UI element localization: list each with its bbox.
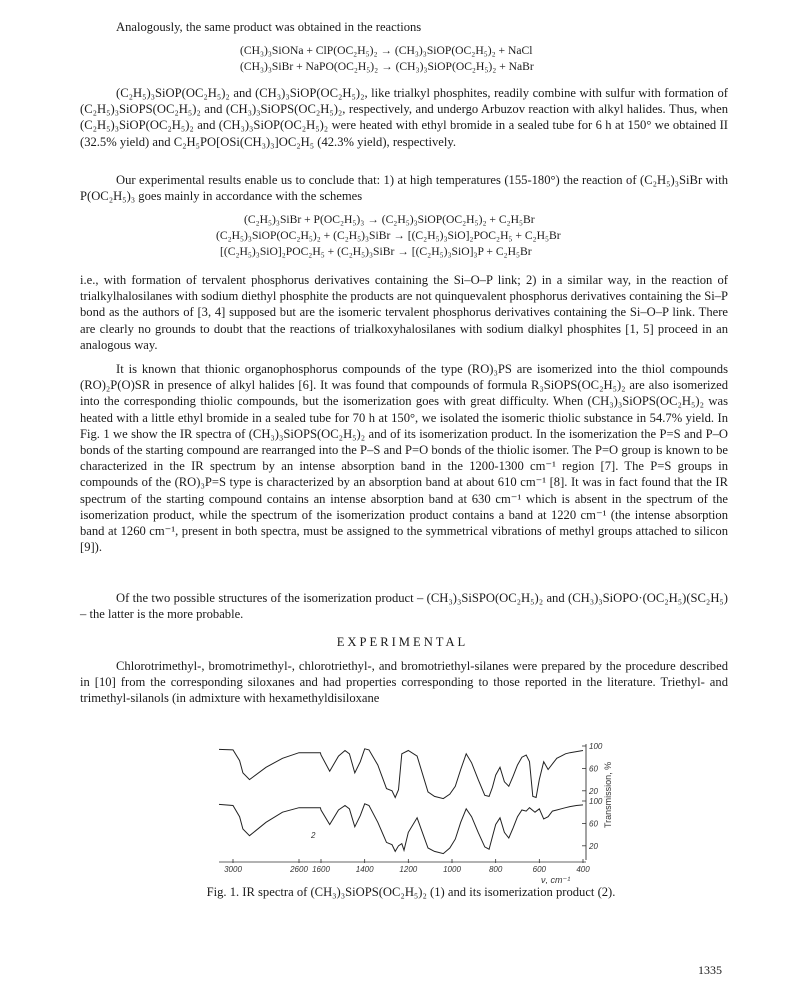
section-heading: EXPERIMENTAL: [336, 635, 469, 649]
x-tick-label: 1400: [355, 865, 374, 874]
y-tick-label: 20: [589, 786, 598, 796]
x-tick-label: 1200: [399, 865, 418, 874]
y-tick-label: 60: [589, 764, 598, 774]
paragraph: Our experimental results enable us to conclude that: 1) at high temperatures (155-180°) the reaction of (C₂H₅)₃SiBr with P(OC₂H₅)₃ goes mainly in accordance with the schemes: [80, 173, 728, 204]
x-tick-label: 2600: [290, 865, 308, 874]
equation: (CH₃)₃SiONa + ClP(OC₂H₅)₂ → (CH₃)₃SiOP(OC₂H₅)₂ + NaCl: [240, 44, 533, 57]
x-tick-label: 1000: [443, 865, 461, 874]
page-number: 1335: [698, 963, 722, 977]
ir-spectrum-chart: [205, 738, 625, 884]
paragraph: Of the two possible structures of the isomerization product – (CH₃)₃SiSPO(OC₂H₅)₂ and (CH₃)₃SiOPO·(OC₂H₅)(SC₂H₅) – the latter is the more probable.: [80, 591, 728, 622]
x-tick-label: 400: [576, 865, 590, 874]
paragraph: Chlorotrimethyl-, bromotrimethyl-, chlorotriethyl-, and bromotriethyl-silanes were prepared by the procedure described in [10] from the corresponding siloxanes and had properties corresponding to those reported in the literature. Triethyl- and trimethyl-silanols (in admixture with hexamethyldisiloxane: [80, 659, 728, 706]
intro-text: Analogously, the same product was obtained in the reactions: [116, 20, 422, 34]
equation: (C₂H₅)₃SiBr + P(OC₂H₅)₃ → (C₂H₅)₃SiOP(OC₂H₅)₂ + C₂H₅Br: [244, 213, 535, 226]
curve-label: 2: [311, 831, 316, 840]
paragraph: i.e., with formation of tervalent phosphorus derivatives containing the Si–O–P link; 2) in a similar way, in the reaction of trialkylhalosilanes with sodium diethyl phosphite the products are not quinquevalent phosphorus derivatives containing the Si–P bond as the authors of [3, 4] supposed but are the isomeric tervalent phosphorus derivatives containing the Si–O–P link. There are clearly no grounds to doubt that the reactions of trialkoxyhalosilanes with sodium dialkyl phosphites [1, 5] proceed in an analogous way.: [80, 273, 728, 352]
figure-caption: Fig. 1. IR spectra of (CH₃)₃SiOPS(OC₂H₅)₂ (1) and its isomerization product (2).: [206, 885, 616, 899]
y-axis-label: Transmission, %: [603, 761, 613, 828]
equation: (C₂H₅)₃SiOP(OC₂H₅)₂ + (C₂H₅)₃SiBr → [(C₂H₅)₃SiO]₂POC₂H₅ + C₂H₅Br: [216, 229, 561, 242]
x-tick-label: 3000: [224, 865, 242, 874]
spectrum-line-1: [219, 749, 583, 799]
y-tick-label: 20: [589, 841, 598, 851]
spectrum-line-2: [219, 804, 583, 854]
paragraph: It is known that thionic organophosphorus compounds of the type (RO)₃PS are isomerized into the thiol compounds (RO)₂P(O)SR in presence of alkyl halides [6]. It was found that compounds of formula R₃SiOPS(OC₂H₅)₂ are also isomerized into the corresponding thiolic compounds, but the isomerization goes with great difficulty. When (CH₃)₃SiOPS(OC₂H₅)₂ was heated with a little ethyl bromide in a sealed tube for 70 h at 150°, we isolated the isomeric thiolic substance in 54.7% yield. In Fig. 1 we show the IR spectra of (CH₃)₃SiOPS(OC₂H₅)₂ and of its isomerization product. In the isomerization the P=S and P–O bonds of the starting compound are rearranged into the P–S and P=O bonds of the thiolic isomer. The P=O group is known to be characterized in the IR spectrum by an intense absorption band in the 1200-1300 cm⁻¹ region [7]. The P=S groups in compounds of the (RO)₃P=S type is characterized by an absorption band at about 610 cm⁻¹ [8]. It was in fact found that the IR spectrum of the starting compound contains an intense absorption band at 630 cm⁻¹ which is absent in the spectrum of the isomerization product, while the spectrum of the isomerization product contains a band at 1220 cm⁻¹ (the intense absorption band at 1260 cm⁻¹, present in both spectra, must be assigned to the symmetrical vibrations of methyl groups attached to silicon [9]).: [80, 362, 728, 555]
y-tick-label: 100: [589, 742, 603, 751]
x-tick-label: 1600: [312, 865, 330, 874]
equation: (CH₃)₃SiBr + NaPO(OC₂H₅)₂ → (CH₃)₃SiOP(OC₂H₅)₂ + NaBr: [240, 60, 534, 73]
equation: [(C₂H₅)₃SiO]₂POC₂H₅ + (C₂H₅)₃SiBr → [(C₂H₅)₃SiO]₃P + C₂H₅Br: [220, 245, 532, 258]
x-tick-label: 600: [532, 865, 547, 874]
y-tick-label: 60: [589, 819, 598, 829]
x-tick-label: 800: [488, 865, 503, 874]
x-axis-label: ν, cm⁻¹: [541, 875, 571, 884]
paragraph: (C₂H₅)₃SiOP(OC₂H₅)₂ and (CH₃)₃SiOP(OC₂H₅)₂, like trialkyl phosphites, readily combine with sulfur with formation of (C₂H₅)₃SiOPS(OC₂H₅)₂ and (CH₃)₃SiOPS(OC₂H₅)₂, respectively, and undergo Arbuzov reaction with alkyl halides. Thus, when (C₂H₅)₃SiOP(OC₂H₅)₂ and (CH₃)₃SiOP(OC₂H₅)₂ were heated with ethyl bromide in a sealed tube for 6 h at 150° we obtained II (32.5% yield) and C₂H₅PO[OSi(CH₃)₃]OC₂H₅ (42.3% yield), respectively.: [80, 86, 728, 149]
y-tick-label: 100: [589, 797, 603, 806]
